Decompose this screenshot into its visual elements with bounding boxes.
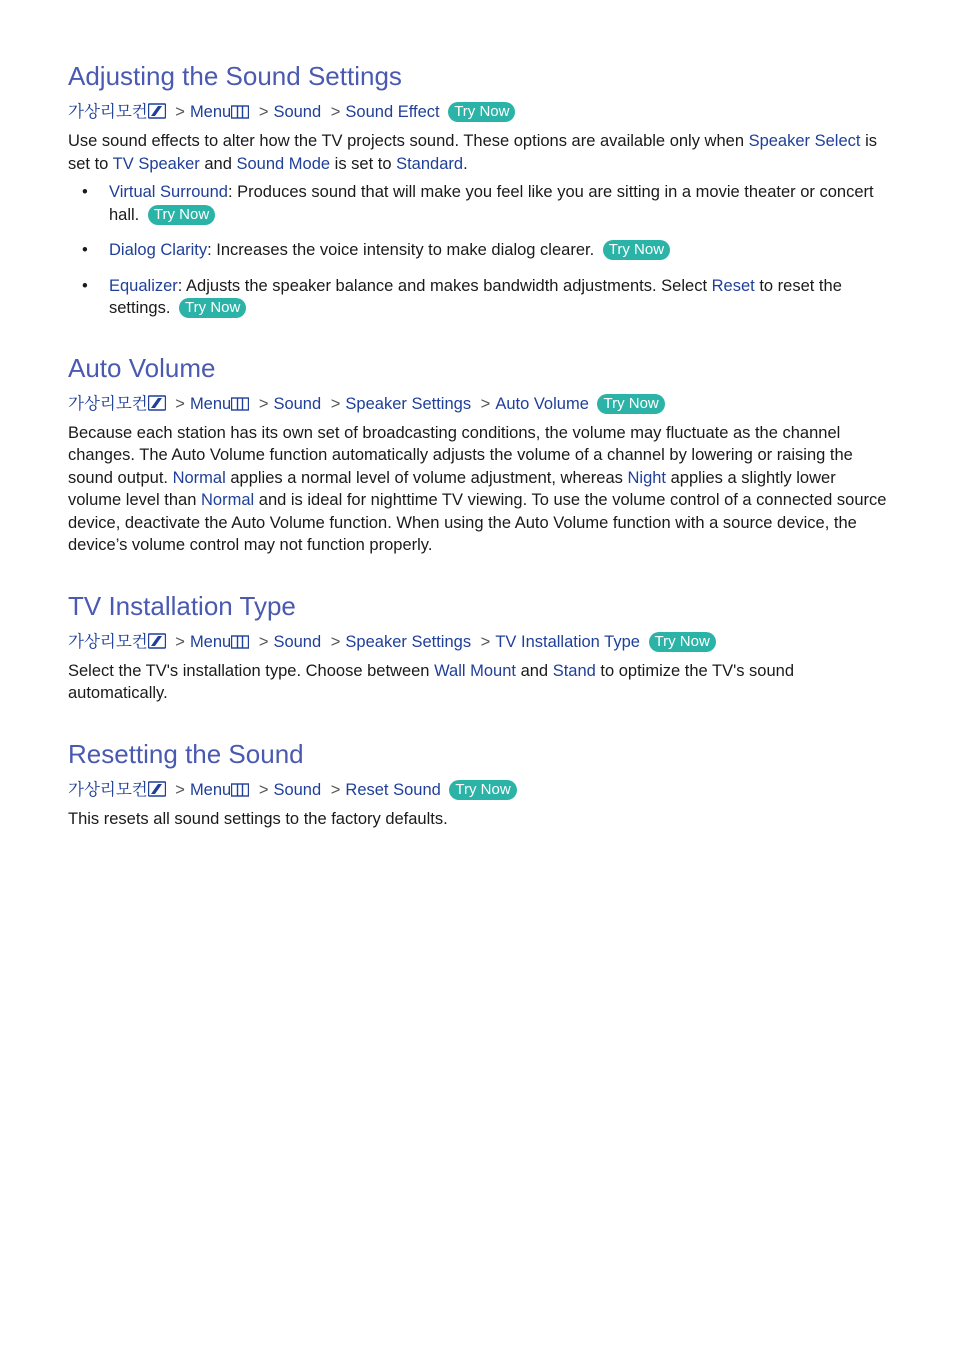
section-title: Adjusting the Sound Settings: [68, 61, 402, 91]
remote-label: 가상리모컨: [68, 103, 148, 121]
section-body: [68, 422, 888, 557]
section-intro: [68, 130, 888, 175]
try-now-button[interactable]: Try Now: [148, 205, 215, 225]
text: applies a normal level of volume adjustment, whereas: [225, 468, 628, 487]
path-item[interactable]: Reset Sound: [345, 780, 441, 799]
try-now-button[interactable]: Try Now: [597, 394, 664, 414]
path-item[interactable]: Speaker Settings: [345, 632, 472, 651]
keyword: Wall Mount: [434, 661, 516, 680]
option-term: Dialog Clarity: [109, 241, 208, 259]
chevron-right-icon: >: [480, 632, 491, 651]
list-item: [68, 239, 888, 262]
chevron-right-icon: >: [175, 632, 185, 651]
menu-label[interactable]: Menu: [189, 632, 232, 651]
remote-label: 가상리모컨: [68, 780, 148, 799]
text: to optimize the TV's sound automatically.: [68, 661, 795, 702]
menu-path: [68, 392, 888, 418]
section-title: TV Installation Type: [68, 590, 296, 621]
keyword: Sound Mode: [236, 154, 331, 173]
section-title: Resetting the Sound: [68, 738, 304, 769]
chevron-right-icon: >: [480, 394, 491, 413]
chevron-right-icon: >: [330, 103, 341, 121]
text: Use sound effects to alter how the TV projects sound. These options are available only when: [68, 132, 749, 150]
section-reset-sound: [68, 738, 888, 831]
option-text: : Increases the voice intensity to make dialog clearer.: [207, 241, 595, 259]
list-item: [68, 181, 888, 226]
keyword: TV Speaker: [112, 154, 200, 173]
keyword: Speaker Select: [748, 132, 861, 150]
chevron-right-icon: >: [258, 632, 269, 651]
remote-icon: [148, 780, 166, 804]
keyword: Normal: [172, 468, 226, 487]
remote-icon: [148, 632, 166, 656]
option-list: [68, 181, 888, 320]
try-now-button[interactable]: Try Now: [448, 102, 515, 122]
menu-label[interactable]: Menu: [189, 103, 232, 121]
keyword: Normal: [201, 491, 255, 509]
option-term: Virtual Surround: [109, 183, 228, 201]
menu-icon: [231, 780, 249, 804]
chevron-right-icon: >: [330, 632, 341, 651]
path-item[interactable]: Sound: [273, 394, 322, 413]
text: and: [199, 154, 237, 173]
text: .: [463, 154, 468, 173]
bullet-icon: •: [82, 276, 88, 295]
text: and: [515, 661, 553, 680]
option-text: : Adjusts the speaker balance and makes bandwidth adjustments. Select: [177, 276, 712, 295]
option-text: : Produces sound that will make you feel like you are sitting in a movie theater or concert hall.: [109, 183, 874, 224]
section-adjusting-sound: [68, 60, 888, 320]
menu-icon: [231, 102, 249, 126]
chevron-right-icon: >: [175, 394, 185, 413]
keyword: Stand: [552, 661, 596, 680]
path-item[interactable]: Sound: [273, 103, 322, 121]
chevron-right-icon: >: [258, 394, 269, 413]
menu-label[interactable]: Menu: [189, 780, 232, 799]
try-now-button[interactable]: Try Now: [649, 632, 716, 652]
menu-path: [68, 630, 888, 656]
text: is set to: [330, 154, 397, 173]
section-tv-installation: [68, 590, 888, 705]
path-item[interactable]: Sound Effect: [345, 103, 440, 121]
path-item[interactable]: TV Installation Type: [495, 632, 640, 651]
path-item[interactable]: Sound: [273, 780, 322, 799]
section-body: [68, 808, 888, 831]
remote-label: 가상리모컨: [68, 394, 148, 413]
try-now-button[interactable]: Try Now: [179, 298, 246, 318]
section-body: [68, 660, 888, 705]
manual-page: [68, 60, 888, 830]
keyword: Night: [627, 468, 667, 487]
chevron-right-icon: >: [175, 103, 185, 121]
chevron-right-icon: >: [175, 780, 185, 799]
menu-path: [68, 100, 888, 126]
remote-icon: [148, 394, 166, 418]
section-auto-volume: [68, 352, 888, 557]
bullet-icon: •: [82, 183, 88, 201]
try-now-button[interactable]: Try Now: [603, 240, 670, 260]
path-item[interactable]: Sound: [273, 632, 322, 651]
text: and is ideal for nighttime TV viewing. To use the volume control of a connected source device, deactivate the Auto Volume function. When using the Auto Volume function with a source device, the device’s volume control may not function properly.: [68, 491, 887, 554]
text: Because each station has its own set of broadcasting conditions, the volume may fluctuate as the channel changes. The Auto Volume function automatically adjusts the volume of a channel by lowering or raising the sound output.: [68, 423, 853, 487]
list-item: [68, 275, 888, 320]
option-term: Equalizer: [109, 276, 178, 295]
remote-icon: [148, 102, 166, 126]
keyword: Standard: [396, 154, 464, 173]
text: is set to: [68, 132, 877, 173]
chevron-right-icon: >: [330, 394, 341, 413]
menu-icon: [231, 394, 249, 418]
menu-label[interactable]: Menu: [189, 394, 232, 413]
section-title: Auto Volume: [68, 352, 216, 383]
chevron-right-icon: >: [258, 103, 269, 121]
try-now-button[interactable]: Try Now: [449, 780, 516, 800]
text: Select the TV's installation type. Choose between: [68, 661, 435, 680]
option-text: to reset the settings.: [109, 276, 842, 317]
chevron-right-icon: >: [330, 780, 341, 799]
menu-path: [68, 778, 888, 804]
text: applies a slightly lower volume level than: [68, 468, 836, 509]
menu-icon: [231, 632, 249, 656]
path-item[interactable]: Auto Volume: [495, 394, 589, 413]
path-item[interactable]: Speaker Settings: [345, 394, 472, 413]
remote-label: 가상리모컨: [68, 632, 148, 651]
text: This resets all sound settings to the factory defaults.: [68, 809, 448, 828]
option-term: Reset: [711, 276, 755, 295]
bullet-icon: •: [82, 241, 88, 259]
chevron-right-icon: >: [258, 780, 269, 799]
